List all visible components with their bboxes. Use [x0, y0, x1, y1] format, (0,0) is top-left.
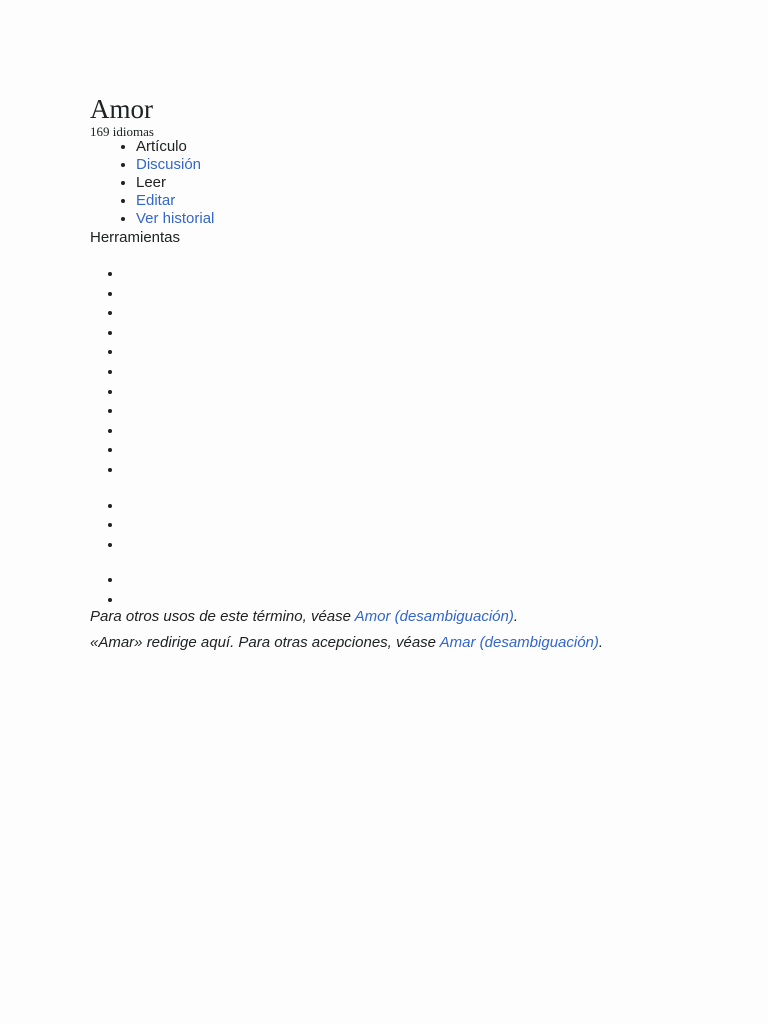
hatnote-text: «Amar» redirige aquí. Para otras acepciones, véase: [90, 633, 437, 651]
list-item: [123, 570, 748, 590]
tab-read[interactable]: [136, 174, 748, 192]
hatnote-redirect: [90, 634, 748, 652]
list-item: [123, 382, 748, 402]
tools-list-group-3: [90, 570, 748, 609]
page-title: Amor: [90, 94, 153, 124]
hatnote-text: Para otros usos de este término, véase: [90, 607, 351, 625]
tab-history-label: Ver historial: [136, 210, 215, 227]
tools-list-group-1: [90, 264, 748, 480]
hatnote-period: .: [598, 633, 604, 651]
list-item: [123, 421, 748, 441]
page-tabs: [90, 138, 748, 228]
list-item: [123, 323, 748, 343]
hatnote-other-uses: [90, 608, 748, 626]
tab-edit[interactable]: [136, 192, 748, 210]
list-item: [123, 264, 748, 284]
list-item: [123, 342, 748, 362]
disambiguation-link-amar[interactable]: Amar (desambiguación): [439, 633, 599, 651]
tab-article[interactable]: [136, 138, 748, 156]
article-content: [90, 94, 748, 652]
list-item: [123, 496, 748, 516]
list-item: [123, 440, 748, 460]
hatnote-period: .: [513, 607, 519, 625]
tab-history[interactable]: [136, 210, 748, 228]
tab-edit-label: Editar: [136, 192, 176, 209]
tab-discussion[interactable]: [136, 156, 748, 174]
tab-read-label: Leer: [136, 174, 167, 191]
list-item: [123, 460, 748, 480]
list-item: [123, 284, 748, 304]
tab-discussion-label: Discusión: [136, 156, 202, 173]
languages-button[interactable]: 169 idiomas: [90, 124, 154, 139]
tools-list-group-2: [90, 496, 748, 555]
list-item: [123, 362, 748, 382]
disambiguation-link-amor[interactable]: Amor (desambiguación): [354, 607, 514, 625]
list-item: [123, 515, 748, 535]
list-item: [123, 303, 748, 323]
tab-article-label: Artículo: [136, 138, 187, 155]
list-item: [123, 401, 748, 421]
tools-menu[interactable]: Herramientas: [90, 229, 181, 246]
list-item: [123, 535, 748, 555]
